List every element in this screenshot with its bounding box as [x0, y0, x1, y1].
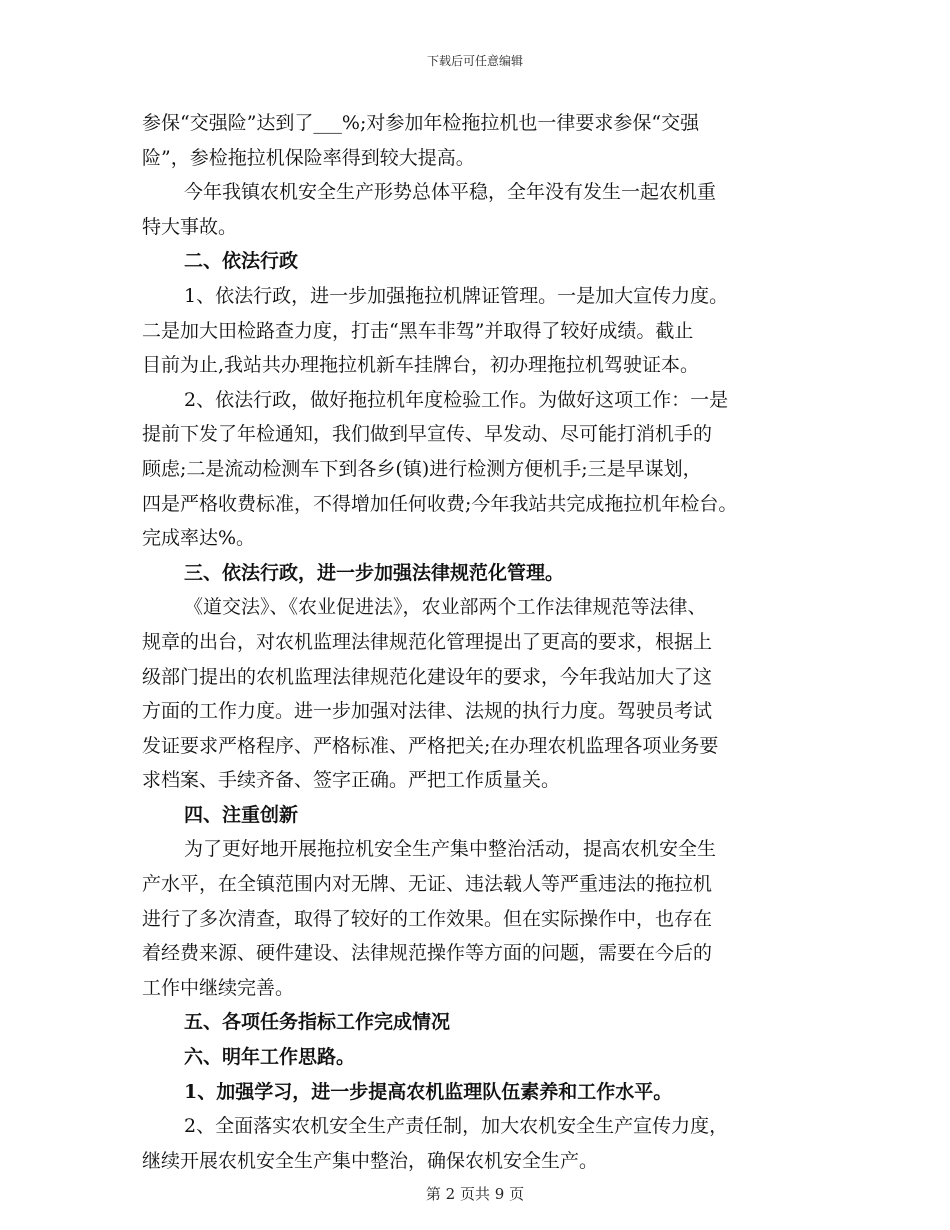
text-line: 险”，参检拖拉机保险率得到较大提高。: [142, 146, 475, 169]
section-heading: 三、依法行政，进一步加强法律规范化管理。: [184, 561, 565, 584]
text-line: 完成率达%。: [142, 527, 256, 550]
document-body: [142, 106, 808, 1178]
section-heading: 五、各项任务指标工作完成情况: [184, 1011, 451, 1034]
text-line: 为了更好地开展拖拉机安全生产集中整治活动，提高农机安全生: [184, 838, 717, 861]
text-line: 提前下发了年检通知，我们做到早宣传、早发动、尽可能打消机手的: [142, 423, 713, 446]
text-line: 级部门提出的农机监理法律规范化建设年的要求，今年我站加大了这: [142, 665, 713, 688]
section-heading: 六、明年工作思路。: [184, 1046, 356, 1069]
text-line: 继续开展农机安全生产集中整治，确保农机安全生产。: [142, 1149, 599, 1172]
text-line: 2、全面落实农机安全生产责任制，加大农机安全生产宣传力度，: [184, 1115, 729, 1138]
text-line: 2、依法行政，做好拖拉机年度检验工作。为做好这项工作：一是: [184, 388, 729, 411]
text-line: 求档案、手续齐备、签字正确。严把工作质量关。: [142, 769, 561, 792]
text-line: 顾虑;二是流动检测车下到各乡(镇)进行检测方便机手;三是早谋划，: [142, 457, 702, 480]
text-line: 《道交法》、《农业促进法》，农业部两个工作法律规范等法律、: [184, 596, 707, 619]
text-line: 二是加大田检路查力度，打击“黑车非驾”并取得了较好成绩。截止: [142, 319, 694, 342]
text-line: 特大事故。: [142, 215, 238, 238]
text-line: 目前为止,我站共办理拖拉机新车挂牌台，初办理拖拉机驾驶证本。: [142, 354, 700, 377]
text-line: 1、依法行政，进一步加强拖拉机牌证管理。一是加大宣传力度。: [184, 284, 729, 307]
text-line: 进行了多次清查，取得了较好的工作效果。但在实际操作中，也存在: [142, 907, 713, 930]
text-line: 规章的出台，对农机监理法律规范化管理提出了更高的要求，根据上: [142, 630, 713, 653]
text-line: 工作中继续完善。: [142, 976, 295, 999]
section-heading: 四、注重创新: [184, 803, 299, 826]
text-line: 四是严格收费标准，不得增加任何收费;今年我站共完成拖拉机年检台。: [142, 492, 738, 515]
page-footer: 第 2 页共 9 页: [425, 1185, 525, 1203]
text-line: 方面的工作力度。进一步加强对法律、法规的执行力度。驾驶员考试: [142, 700, 713, 723]
section-heading: 二、依法行政: [184, 250, 299, 273]
text-line: 产水平，在全镇范围内对无牌、无证、违法载人等严重违法的拖拉机: [142, 873, 713, 896]
text-line: 发证要求严格程序、严格标准、严格把关;在办理农机监理各项业务要: [142, 734, 719, 757]
text-line: 着经费来源、硬件建设、法律规范操作等方面的问题，需要在今后的: [142, 942, 713, 965]
section-heading: 1、加强学习，进一步提高农机监理队伍素养和工作水平。: [184, 1080, 673, 1103]
text-line: 参保“交强险”达到了___%;对参加年检拖拉机也一律要求参保“交强: [142, 112, 700, 134]
text-line: 今年我镇农机安全生产形势总体平稳，全年没有发生一起农机重: [184, 181, 717, 204]
page-header: 下载后可任意编辑: [426, 54, 523, 68]
